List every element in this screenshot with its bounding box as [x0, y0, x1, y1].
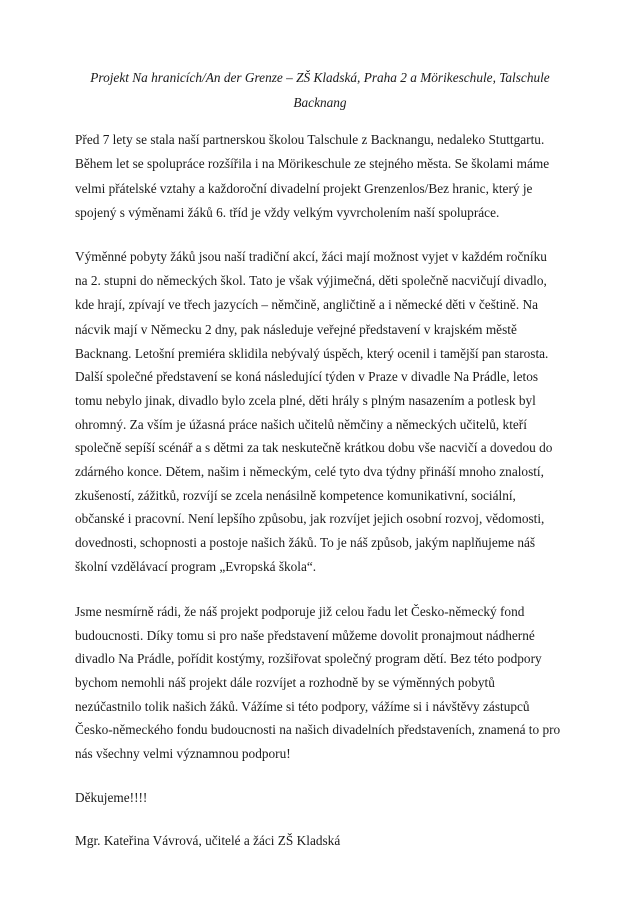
text-line: velmi přátelské vztahy a každoroční divadelní projekt Grenzenlos/Bez hranic, který je	[75, 181, 533, 196]
text-line: na 2. stupni do německých škol. Tato je však výjimečná, děti společně nacvičují divadlo,	[75, 273, 547, 288]
text-line: kde hrají, zpívají ve třech jazycích – němčině, angličtině a i německé děti v češtině. Na	[75, 297, 538, 312]
text-line: divadlo Na Prádle, pořídit kostýmy, rozšiřovat společný program dětí. Bez této podpory	[75, 651, 542, 666]
text-line: dovednosti, schopnosti a postoje našich žáků. To je náš způsob, jakým naplňujeme náš	[75, 535, 536, 550]
text-line: tomu nebylo jinak, divadlo bylo zcela plné, děti hrály s plným nasazením a potlesk byl	[75, 393, 536, 408]
text-line: budoucnosti. Díky tomu si pro naše představení můžeme dovolit pronajmout nádherné	[75, 628, 535, 643]
text-line: Česko-německého fondu budoucnosti na našich divadelních představeních, znamená to pro	[75, 722, 561, 737]
text-line: zdárného konce. Dětem, našim i německým, celé tyto dva týdny přináší mnoho znalostí,	[75, 464, 544, 479]
thanks-line: Děkujeme!!!!	[75, 790, 148, 805]
text-line: zkušeností, zážitků, rozvíjí se zcela nenásilně kompetence komunikativní, sociální,	[75, 488, 516, 503]
text-line: bychom nemohli náš projekt dále rozvíjet a rozhodně by se výměnných pobytů	[75, 675, 495, 690]
text-line: Jsme nesmírně rádi, že náš projekt podporuje již celou řadu let Česko-německý fond	[75, 604, 525, 619]
text-line: školní vzdělávací program „Evropská škola“.	[75, 559, 317, 574]
title-line: Projekt Na hranicích/An der Grenze – ZŠ Kladská, Praha 2 a Mörikeschule, Talschule	[90, 70, 550, 85]
text-line: spojený s výměnami žáků 6. tříd je vždy velkým vyvrcholením naší spolupráce.	[75, 205, 500, 220]
text-line: Před 7 lety se stala naší partnerskou školou Talschule z Backnangu, nedaleko Stuttgartu.	[75, 132, 545, 147]
signature-line: Mgr. Kateřina Vávrová, učitelé a žáci ZŠ Kladská	[75, 833, 341, 848]
text-line: nás všechny velmi významnou podporu!	[75, 746, 291, 761]
text-line: Výměnné pobyty žáků jsou naší tradiční akcí, žáci mají možnost vyjet v každém ročníku	[75, 249, 547, 264]
text-line: společně sepíší scénář a s dětmi za tak neskutečně krátkou dobu vše nacvičí a dovedou do	[75, 440, 553, 455]
text-line: Backnang. Letošní premiéra sklidila nebývalý úspěch, který ocenil i tamější pan starosta.	[75, 346, 549, 361]
text-line: Další společné představení se koná následující týden v Praze v divadle Na Prádle, letos	[75, 369, 539, 384]
text-line: nácvik mají v Německu 2 dny, pak následuje veřejné představení v krajském městě	[75, 322, 517, 337]
title-line: Backnang	[293, 95, 347, 110]
text-line: ohromný. Za vším je úžasná práce našich učitelů němčiny a německých učitelů, kteří	[75, 417, 527, 432]
text-line: nezúčastnilo tolik našich žáků. Vážíme si této podpory, vážíme si i návštěvy zástupců	[75, 699, 530, 714]
text-line: občanské i pracovní. Není lepšího způsobu, jak rozvíjet jejich osobní rozvoj, vědomosti,	[75, 511, 545, 526]
text-line: Během let se spolupráce rozšířila i na Mörikeschule ze stejného města. Se školami máme	[75, 156, 550, 171]
